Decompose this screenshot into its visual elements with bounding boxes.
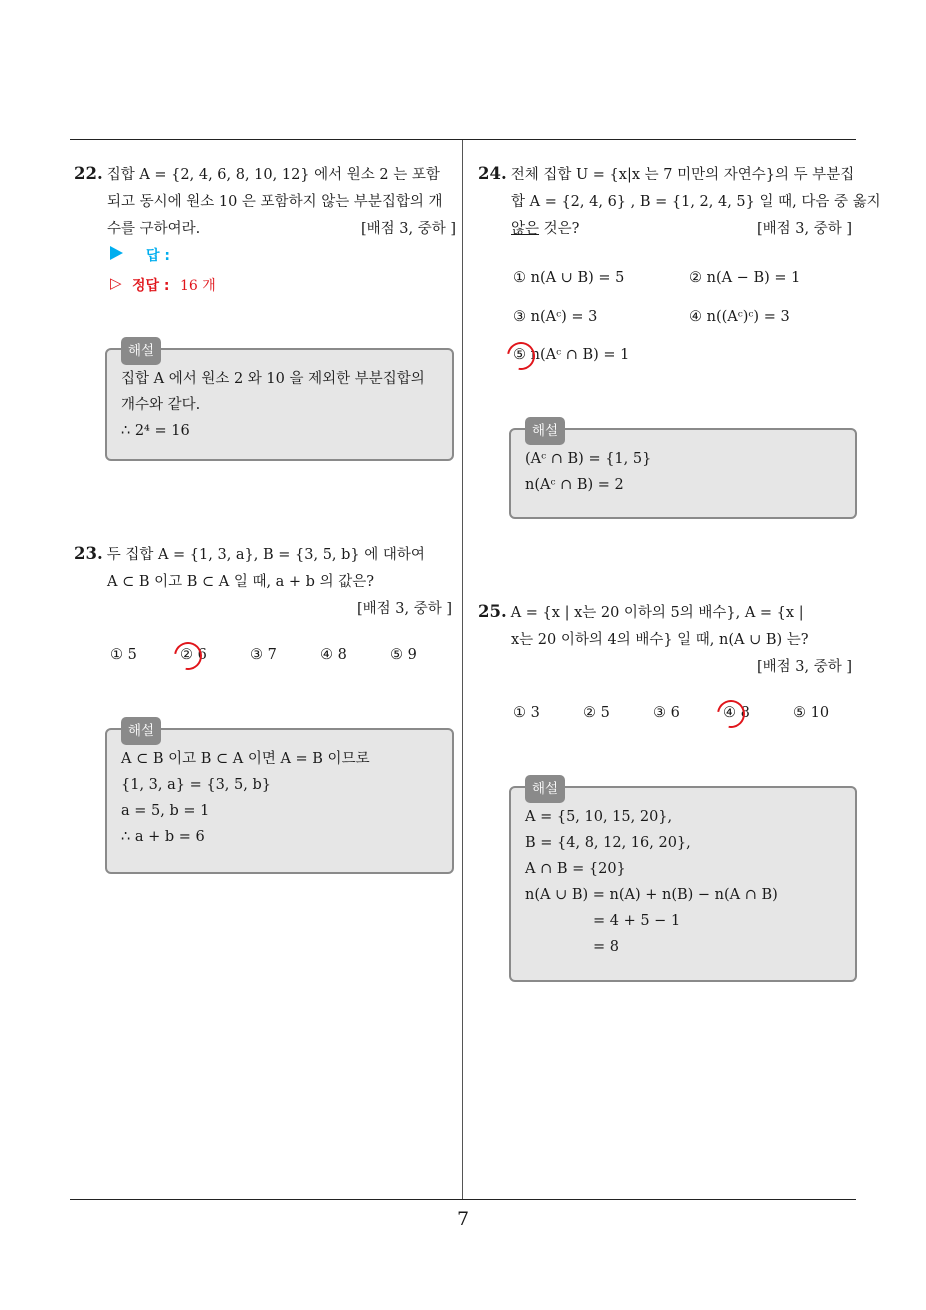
question-text-line: 되고 동시에 원소 10 은 포함하지 않는 부분집합의 개 — [107, 194, 443, 210]
solution-line: A ⊂ B 이고 B ⊂ A 이면 A = B 이므로 — [121, 751, 370, 767]
correct-answer-value: 16 개 — [180, 278, 216, 294]
solution-line: A ∩ B = {20} — [525, 861, 626, 877]
column-divider — [462, 140, 463, 1200]
solution-line: ∴ 2⁴ = 16 — [121, 423, 190, 439]
solution-box-25 — [509, 781, 857, 982]
solution-line: {1, 3, a} = {3, 5, b} — [121, 777, 271, 793]
question-text-line: x는 20 이하의 4의 배수} 일 때, n(A ∪ B) 는? — [511, 632, 809, 648]
choice-5[interactable]: ⑤ n(Aᶜ ∩ B) = 1 — [513, 347, 630, 363]
score-label: [배점 3, 중하 ] — [756, 221, 852, 237]
question-number: 25. — [478, 602, 507, 621]
solution-box-24 — [509, 423, 857, 519]
score-label: [배점 3, 중하 ] — [756, 659, 852, 675]
solution-line: = 8 — [593, 939, 619, 955]
page-number: 7 — [456, 1208, 470, 1230]
question-number: 24. — [478, 164, 507, 183]
question-24 — [478, 160, 881, 243]
choice-1[interactable]: ① 5 — [110, 647, 137, 663]
solution-tag: 해설 — [121, 337, 161, 365]
question-text-line: A ⊂ B 이고 B ⊂ A 일 때, a + b 의 값은? — [107, 574, 374, 590]
answer-label: 답 : — [146, 248, 170, 264]
solution-line: a = 5, b = 1 — [121, 803, 210, 819]
choice-1[interactable]: ① n(A ∪ B) = 5 — [513, 270, 625, 286]
solution-line: (Aᶜ ∩ B) = {1, 5} — [525, 451, 652, 467]
question-text-line: 합 A = {2, 4, 6} , B = {1, 2, 4, 5} 일 때, 다음 중 옳지 — [511, 194, 881, 210]
choice-4[interactable]: ④ 8 — [320, 647, 347, 663]
question-text-line: 두 집합 A = {1, 3, a}, B = {3, 5, b} 에 대하여 — [106, 547, 425, 563]
solution-line: = 4 + 5 − 1 — [593, 913, 681, 929]
solution-line: n(Aᶜ ∩ B) = 2 — [525, 477, 624, 493]
correct-answer-label: 정답 : — [132, 278, 170, 294]
question-25 — [478, 598, 856, 681]
solution-line: 개수와 같다. — [121, 397, 201, 413]
choice-1[interactable]: ① 3 — [513, 705, 540, 721]
question-text-line: A = {x | x는 20 이하의 5의 배수}, A = {x | — [510, 605, 804, 621]
bottom-rule — [70, 1199, 856, 1200]
choice-5[interactable]: ⑤ 9 — [390, 647, 417, 663]
answer-arrow-icon — [110, 246, 123, 260]
question-text-line: 전체 집합 U = {x|x 는 7 미만의 자연수}의 두 부분집 — [510, 167, 855, 183]
solution-box-23 — [105, 723, 454, 874]
solution-line: B = {4, 8, 12, 16, 20}, — [525, 835, 691, 851]
score-label: [배점 3, 중하 ] — [356, 601, 452, 617]
question-number: 23. — [74, 544, 103, 563]
question-text-line: 것은? — [539, 221, 580, 237]
top-rule — [70, 139, 856, 140]
choice-2[interactable]: ② 5 — [583, 705, 610, 721]
solution-box-22 — [105, 343, 454, 461]
solution-tag: 해설 — [525, 775, 565, 803]
solution-line: A = {5, 10, 15, 20}, — [525, 809, 673, 825]
choice-3[interactable]: ③ n(Aᶜ) = 3 — [513, 309, 598, 325]
choice-4[interactable]: ④ 8 — [723, 705, 750, 721]
question-text-line: 집합 A = {2, 4, 6, 8, 10, 12} 에서 원소 2 는 포함 — [106, 167, 440, 183]
choice-5[interactable]: ⑤ 10 — [793, 705, 830, 721]
selected-mark-circle — [502, 337, 541, 376]
solution-line: ∴ a + b = 6 — [121, 829, 205, 845]
selected-mark-circle — [169, 637, 208, 676]
choice-2[interactable]: ② n(A − B) = 1 — [689, 270, 801, 286]
underlined-word: 않은 — [511, 221, 540, 237]
solution-line: n(A ∪ B) = n(A) + n(B) − n(A ∩ B) — [525, 887, 778, 903]
solution-tag: 해설 — [525, 417, 565, 445]
choice-4[interactable]: ④ n((Aᶜ)ᶜ) = 3 — [689, 309, 790, 325]
question-23 — [74, 540, 456, 623]
choice-3[interactable]: ③ 7 — [250, 647, 277, 663]
solution-line: 집합 A 에서 원소 2 와 10 을 제외한 부분집합의 — [121, 371, 425, 387]
choice-3[interactable]: ③ 6 — [653, 705, 680, 721]
score-label: [배점 3, 중하 ] — [360, 221, 456, 237]
choice-2[interactable]: ② 6 — [180, 647, 207, 663]
question-number: 22. — [74, 164, 103, 183]
correct-arrow-icon: ▷ — [110, 274, 122, 292]
selected-mark-circle — [712, 695, 751, 734]
solution-tag: 해설 — [121, 717, 161, 745]
question-text-line: 수를 구하여라. — [107, 221, 201, 237]
question-22 — [74, 160, 456, 243]
